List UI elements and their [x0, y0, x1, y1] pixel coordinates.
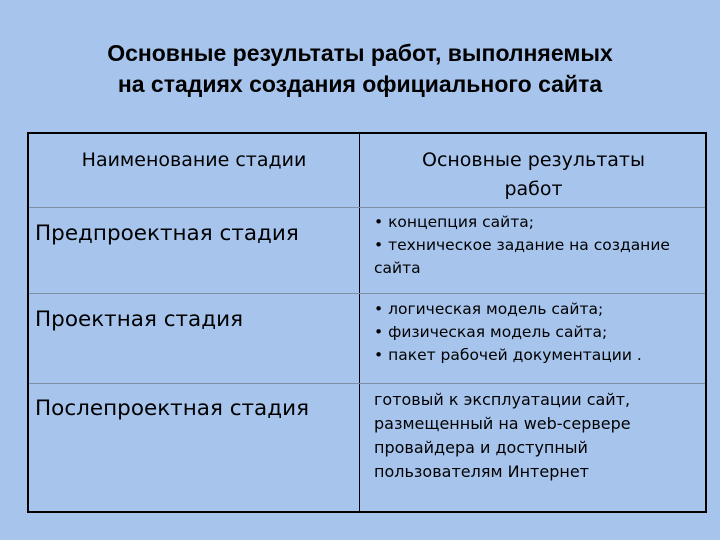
result-item: • концепция сайта;: [374, 213, 534, 231]
row-divider: [29, 383, 705, 384]
slide-title-line-1: Основные результаты работ, выполняемых: [107, 40, 613, 66]
stages-table: [27, 132, 707, 513]
result-item: пользователям Интернет: [374, 462, 589, 481]
header-results: [360, 146, 707, 204]
header-stage-name: [29, 146, 359, 175]
row-divider: [29, 207, 705, 208]
header-results-line-2: работ: [504, 178, 563, 200]
result-item: готовый к эксплуатации сайт,: [374, 390, 631, 409]
header-results-line-1: Основные результаты: [421, 149, 646, 171]
table-row-stage: [29, 307, 359, 333]
table-row-stage: [29, 221, 359, 247]
result-item: • логическая модель сайта;: [374, 300, 604, 318]
row-divider: [29, 293, 705, 294]
slide-title: [0, 38, 720, 100]
stage-name: Проектная стадия: [35, 307, 243, 332]
result-item: • физическая модель сайта;: [374, 323, 608, 341]
table-row-results: [360, 298, 707, 367]
table-row-results: [360, 211, 707, 280]
result-item: • пакет рабочей документации .: [374, 346, 642, 364]
result-item: провайдера и доступный: [374, 438, 588, 457]
header-stage-label: Наименование стадии: [81, 149, 307, 171]
stage-name: Послепроектная стадия: [35, 396, 309, 421]
table-row-results: [360, 388, 707, 484]
stage-name: Предпроектная стадия: [35, 221, 299, 246]
slide-title-line-2: на стадиях создания официального сайта: [117, 71, 603, 97]
result-item: • техническое задание на создание: [374, 236, 670, 254]
table-row-stage: [29, 396, 359, 422]
result-item: сайта: [374, 259, 421, 277]
result-item: размещенный на web-сервере: [374, 414, 631, 433]
